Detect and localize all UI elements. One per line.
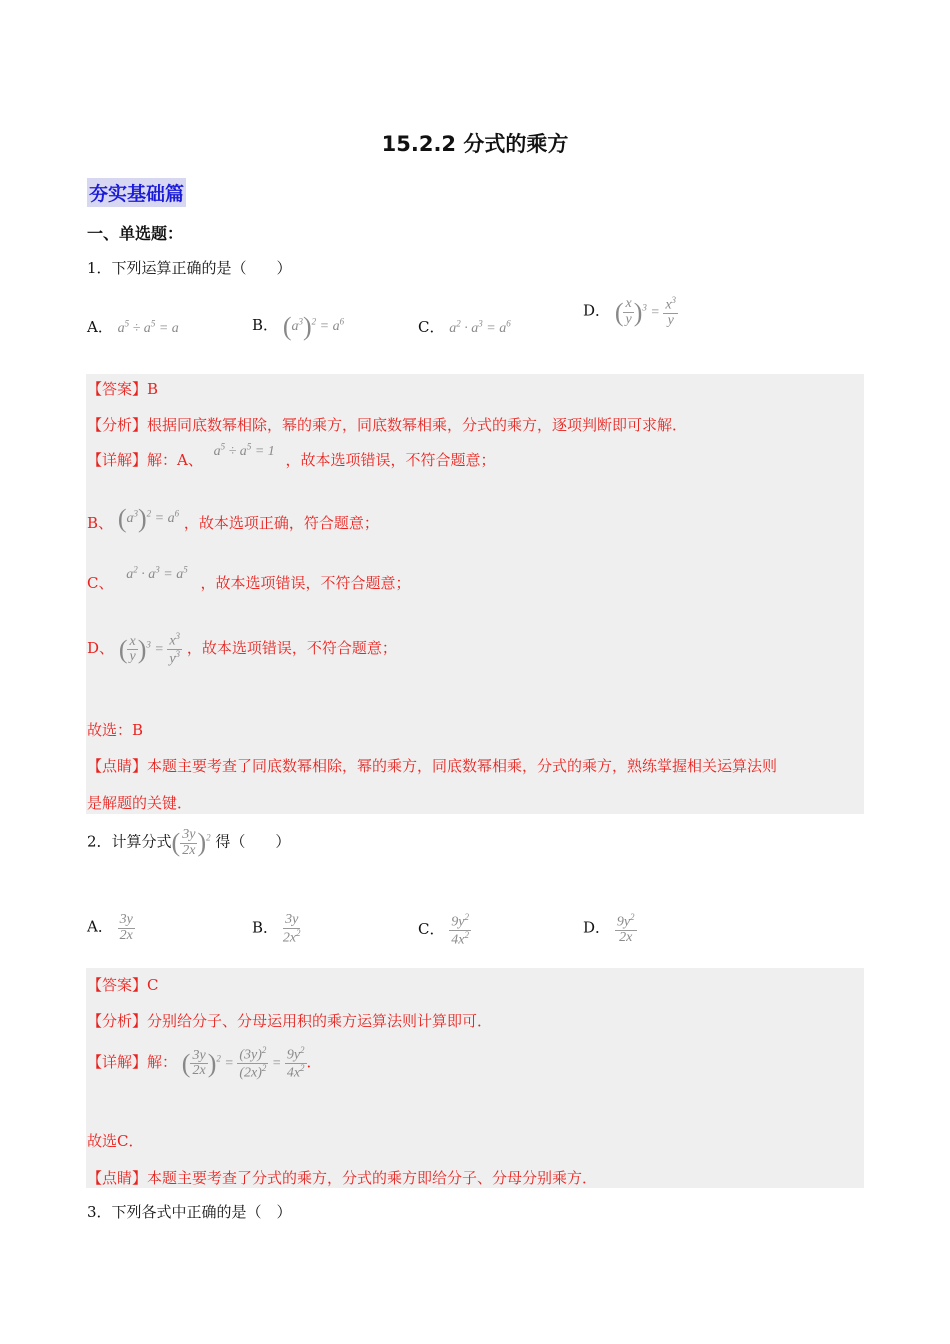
q1-option-c-label: C． bbox=[418, 318, 445, 336]
q1-detail-d-formula: ( $\frac{x}{y}$ )$^3$ = $\frac{x^3}{y^3}$ bbox=[118, 631, 181, 667]
q1-detail-a bbox=[87, 441, 496, 470]
q1-option-c bbox=[418, 316, 511, 337]
q2-detail bbox=[87, 1046, 322, 1082]
q1-option-c-formula: $a^2 \cdot a^3 = a^6$ bbox=[449, 318, 511, 336]
q2-stem-formula: ( $\frac{3y}{2x}$ )$^2$ bbox=[171, 827, 211, 858]
q1-option-b-formula: $(a^3)^2 = a^6$ bbox=[282, 312, 345, 341]
q2-answer: 【答案】C bbox=[87, 976, 159, 994]
q2-option-d-formula: $\frac{9y^2}{2x}$ bbox=[616, 912, 635, 946]
q1-analysis: 【分析】根据同底数幂相除，幂的乘方，同底数幂相乘，分式的乘方，逐项判断即可求解． bbox=[87, 416, 688, 434]
q1-detail-d-prefix: D、 bbox=[87, 639, 115, 658]
q2-stem-prefix: 2．计算分式 bbox=[87, 832, 172, 851]
q2-detail-end: ． bbox=[306, 1053, 322, 1072]
q1-solution-box bbox=[86, 374, 864, 814]
q2-option-c bbox=[418, 913, 471, 949]
q1-detail-b bbox=[87, 504, 379, 540]
q1-detail-c bbox=[87, 564, 411, 593]
question-1-stem: 1．下列运算正确的是（ ） bbox=[87, 259, 292, 277]
q2-detail-formula: ( $\frac{3y}{2x}$ )$^2$ = $\frac{(3y)^2}{(2x)^2}$ = $\frac{9y^2}{4x^2}$ bbox=[181, 1045, 305, 1081]
q2-option-d-label: D． bbox=[583, 918, 611, 937]
q1-option-a bbox=[87, 316, 179, 337]
q1-option-d bbox=[583, 296, 678, 329]
q2-option-b-label: B． bbox=[252, 918, 279, 937]
q1-detail-a-text: ，故本选项错误，不符合题意； bbox=[285, 451, 496, 469]
q1-detail-d bbox=[87, 632, 397, 668]
q1-comment-line-1: 【点睛】本题主要考查了同底数幂相除，幂的乘方，同底数幂相乘，分式的乘方，熟练掌握相关运算法则 bbox=[87, 757, 778, 775]
q1-detail-c-text: ，故本选项错误，不符合题意； bbox=[200, 574, 411, 592]
q2-option-b-formula: $\frac{3y}{2x^2}$ bbox=[282, 912, 301, 946]
question-type-heading: 一、单选题： bbox=[87, 224, 184, 243]
q2-option-b bbox=[252, 913, 301, 946]
question-2-stem bbox=[87, 828, 290, 858]
question-3-stem: 3．下列各式中正确的是（ ） bbox=[87, 1203, 292, 1221]
q2-option-c-formula: $\frac{9y^2}{4x^2}$ bbox=[451, 912, 469, 948]
q1-option-a-formula: $a^5 \div a^5 = a$ bbox=[117, 318, 179, 336]
q1-option-d-label: D． bbox=[583, 301, 611, 320]
q1-option-b bbox=[252, 312, 344, 342]
q1-detail-a-prefix: 【详解】解：A、 bbox=[87, 451, 203, 469]
q2-option-a-label: A． bbox=[87, 917, 113, 936]
q1-option-b-label: B． bbox=[252, 316, 279, 335]
q1-detail-a-formula: $a^5 \div a^5 = 1$ bbox=[213, 441, 275, 459]
q1-option-a-label: A． bbox=[87, 318, 113, 336]
q1-detail-b-formula: $(a^3)^2 = a^6$ bbox=[117, 504, 180, 533]
q2-option-d bbox=[583, 913, 637, 946]
q2-option-a-formula: $\frac{3y}{2x}$ bbox=[119, 912, 133, 943]
q1-detail-b-text: ，故本选项正确，符合题意； bbox=[183, 514, 379, 533]
q2-option-a bbox=[87, 913, 135, 943]
section-heading: 夯实基础篇 bbox=[87, 178, 186, 207]
q2-comment: 【点睛】本题主要考查了分式的乘方，分式的乘方即给分子、分母分别乘方． bbox=[87, 1169, 598, 1187]
q2-stem-suffix: 得（ ） bbox=[215, 832, 291, 851]
q1-option-d-formula: ( $\frac{x}{y}$ )$^3$ = $\frac{x^3}{y}$ bbox=[614, 295, 677, 329]
q1-detail-d-text: ，故本选项错误，不符合题意； bbox=[186, 639, 397, 658]
q2-choose: 故选C． bbox=[87, 1132, 144, 1150]
q1-answer: 【答案】B bbox=[87, 380, 159, 398]
page-title: 15.2.2 分式的乘方 bbox=[381, 132, 569, 156]
q1-choose: 故选：B bbox=[87, 721, 144, 739]
q2-detail-prefix: 【详解】解： bbox=[87, 1053, 178, 1072]
q1-detail-c-prefix: C、 bbox=[87, 574, 114, 592]
q1-detail-c-formula: $a^2 \cdot a^3 = a^5$ bbox=[126, 564, 188, 582]
q2-option-c-label: C． bbox=[418, 920, 445, 939]
q2-analysis: 【分析】分别给分子、分母运用积的乘方运算法则计算即可． bbox=[87, 1012, 493, 1030]
q1-detail-b-prefix: B、 bbox=[87, 514, 114, 533]
q1-comment-line-2: 是解题的关键． bbox=[87, 794, 193, 812]
